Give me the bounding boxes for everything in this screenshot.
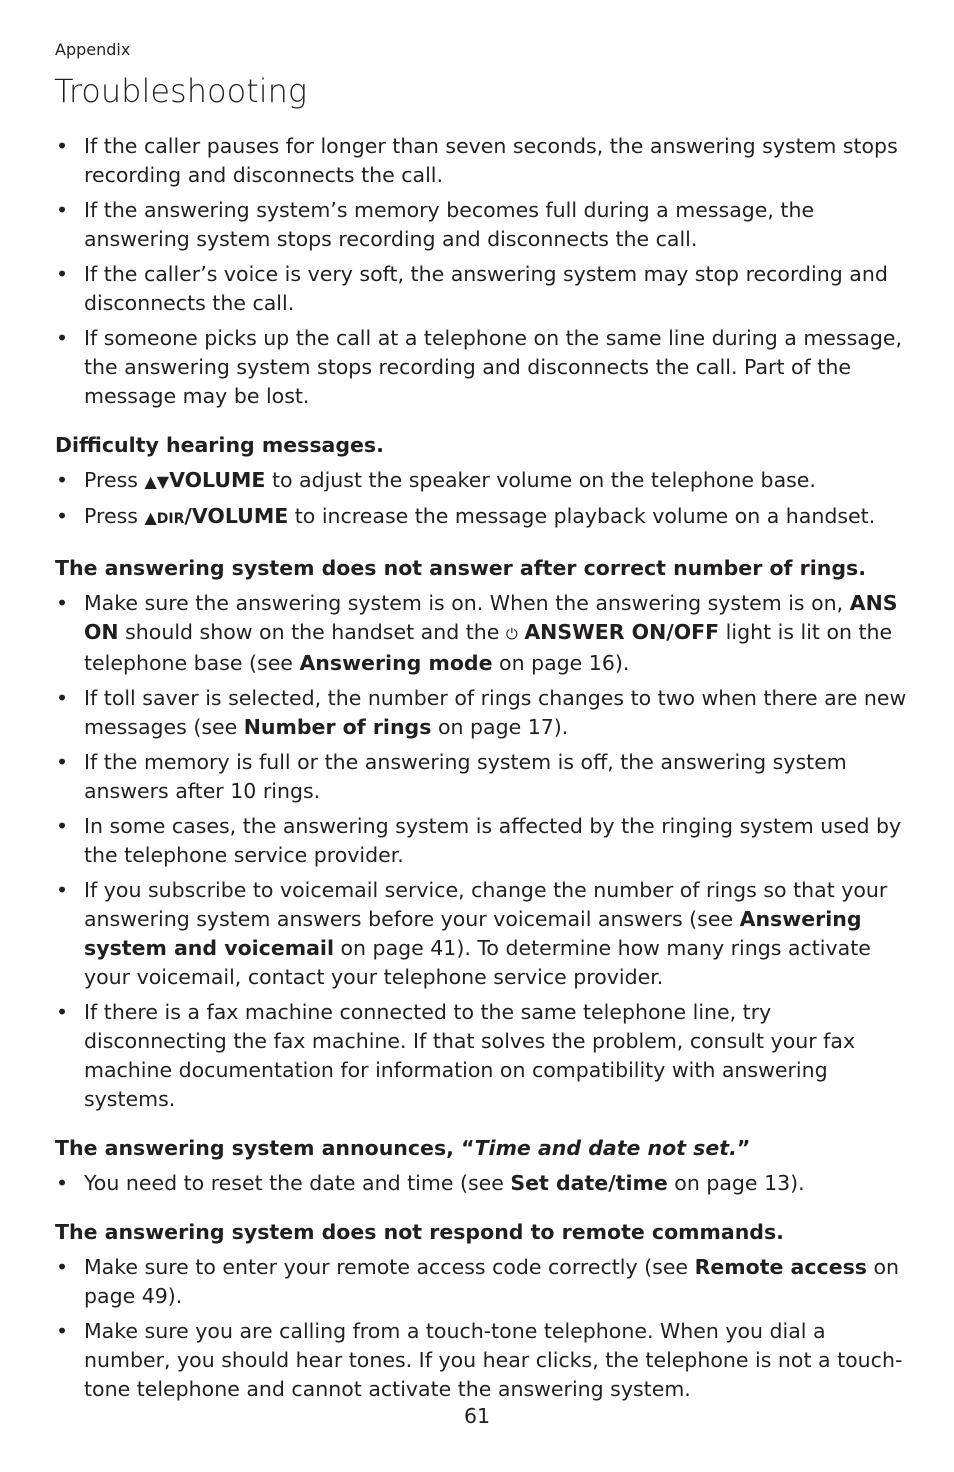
cross-reference: Remote access	[694, 1255, 867, 1279]
text: Press	[84, 504, 145, 528]
list-item: • If the caller’s voice is very soft, the answering system may stop recording and disconnects the call.	[55, 260, 915, 318]
remote-list	[55, 1253, 915, 1404]
page-title: Troubleshooting	[54, 72, 308, 110]
power-icon: ⏻	[505, 625, 518, 643]
text: on page 41). To determine how many rings activate your voicemail, contact your telephone service provider.	[84, 936, 871, 989]
list-item: • If the answering system’s memory becomes full during a message, the answering system stops recording and disconnects the call.	[55, 196, 915, 254]
key-label: ANS ON	[84, 591, 898, 644]
list-item: • If someone picks up the call at a telephone on the same line during a message, the answering system stops recording and disconnects the call. Part of the message may be lost.	[55, 324, 915, 411]
list-item	[55, 589, 915, 678]
key-label: /VOLUME	[184, 504, 289, 528]
section-label: Appendix	[55, 40, 131, 59]
rings-list	[55, 589, 915, 1114]
text: on page 13).	[667, 1171, 805, 1195]
list-item: • Make sure you are calling from a touch-tone telephone. When you dial a number, you should hear tones. If you hear clicks, the telephone is not a touch-tone telephone and cannot activate the answering system.	[55, 1317, 915, 1404]
section-heading: The answering system does not respond to remote commands.	[55, 1220, 784, 1244]
list-item: • If the memory is full or the answering system is off, the answering system answers after 10 rings.	[55, 748, 915, 806]
list-item: • If the caller pauses for longer than seven seconds, the answering system stops recording and disconnects the call.	[55, 132, 915, 190]
text: Press	[84, 468, 145, 492]
cross-reference: Answering system and voicemail	[84, 907, 862, 960]
heading-italic: Time and date not set.	[474, 1136, 737, 1160]
text: should show on the handset and the	[118, 620, 506, 644]
cross-reference: Answering mode	[299, 651, 493, 675]
key-label: ANSWER ON/OFF	[524, 620, 720, 644]
text: You need to reset the date and time (see	[84, 1171, 511, 1195]
key-label: VOLUME	[169, 468, 266, 492]
list-item: • If there is a fax machine connected to the same telephone line, try disconnecting the fax machine. If that solves the problem, consult your fax machine documentation for information on compatibility with answering systems.	[55, 998, 915, 1114]
text: to increase the message playback volume on a handset.	[288, 504, 876, 528]
content	[55, 132, 915, 1410]
text: to adjust the speaker volume on the telephone base.	[265, 468, 816, 492]
up-arrow-icon: ▲	[144, 508, 157, 527]
cross-reference: Number of rings	[243, 715, 432, 739]
text: Make sure to enter your remote access code correctly (see	[84, 1255, 695, 1279]
list-item: • In some cases, the answering system is affected by the ringing system used by the telephone service provider.	[55, 812, 915, 870]
list-item	[55, 502, 915, 534]
text: If you subscribe to voicemail service, change the number of rings so that your answering system answers before your voicemail answers (see	[84, 878, 888, 931]
list-item	[55, 1169, 915, 1198]
heading-text: ”	[736, 1136, 751, 1160]
time-list	[55, 1169, 915, 1198]
cross-reference: Set date/time	[510, 1171, 668, 1195]
list-item	[55, 684, 915, 742]
section-heading: The answering system does not answer after correct number of rings.	[55, 556, 866, 580]
text: on page 17).	[431, 715, 569, 739]
up-down-arrow-icon: ▲▼	[144, 472, 170, 491]
section-heading	[55, 1134, 915, 1163]
list-item	[55, 876, 915, 992]
hearing-list	[55, 466, 915, 534]
text: on page 16).	[492, 651, 630, 675]
page-number: 61	[463, 1404, 491, 1428]
text: If toll saver is selected, the number of rings changes to two when there are new messages (see	[84, 686, 907, 739]
dir-key-label: DIR	[156, 511, 185, 527]
list-item	[55, 466, 915, 496]
heading-text: The answering system announces, “	[55, 1136, 475, 1160]
text: Make sure the answering system is on. When the answering system is on,	[84, 591, 850, 615]
section-heading: Difficulty hearing messages.	[55, 433, 384, 457]
list-item	[55, 1253, 915, 1311]
intro-list	[55, 132, 915, 411]
text: light is lit on the telephone base (see	[84, 620, 893, 675]
text: on page 49).	[84, 1255, 900, 1308]
